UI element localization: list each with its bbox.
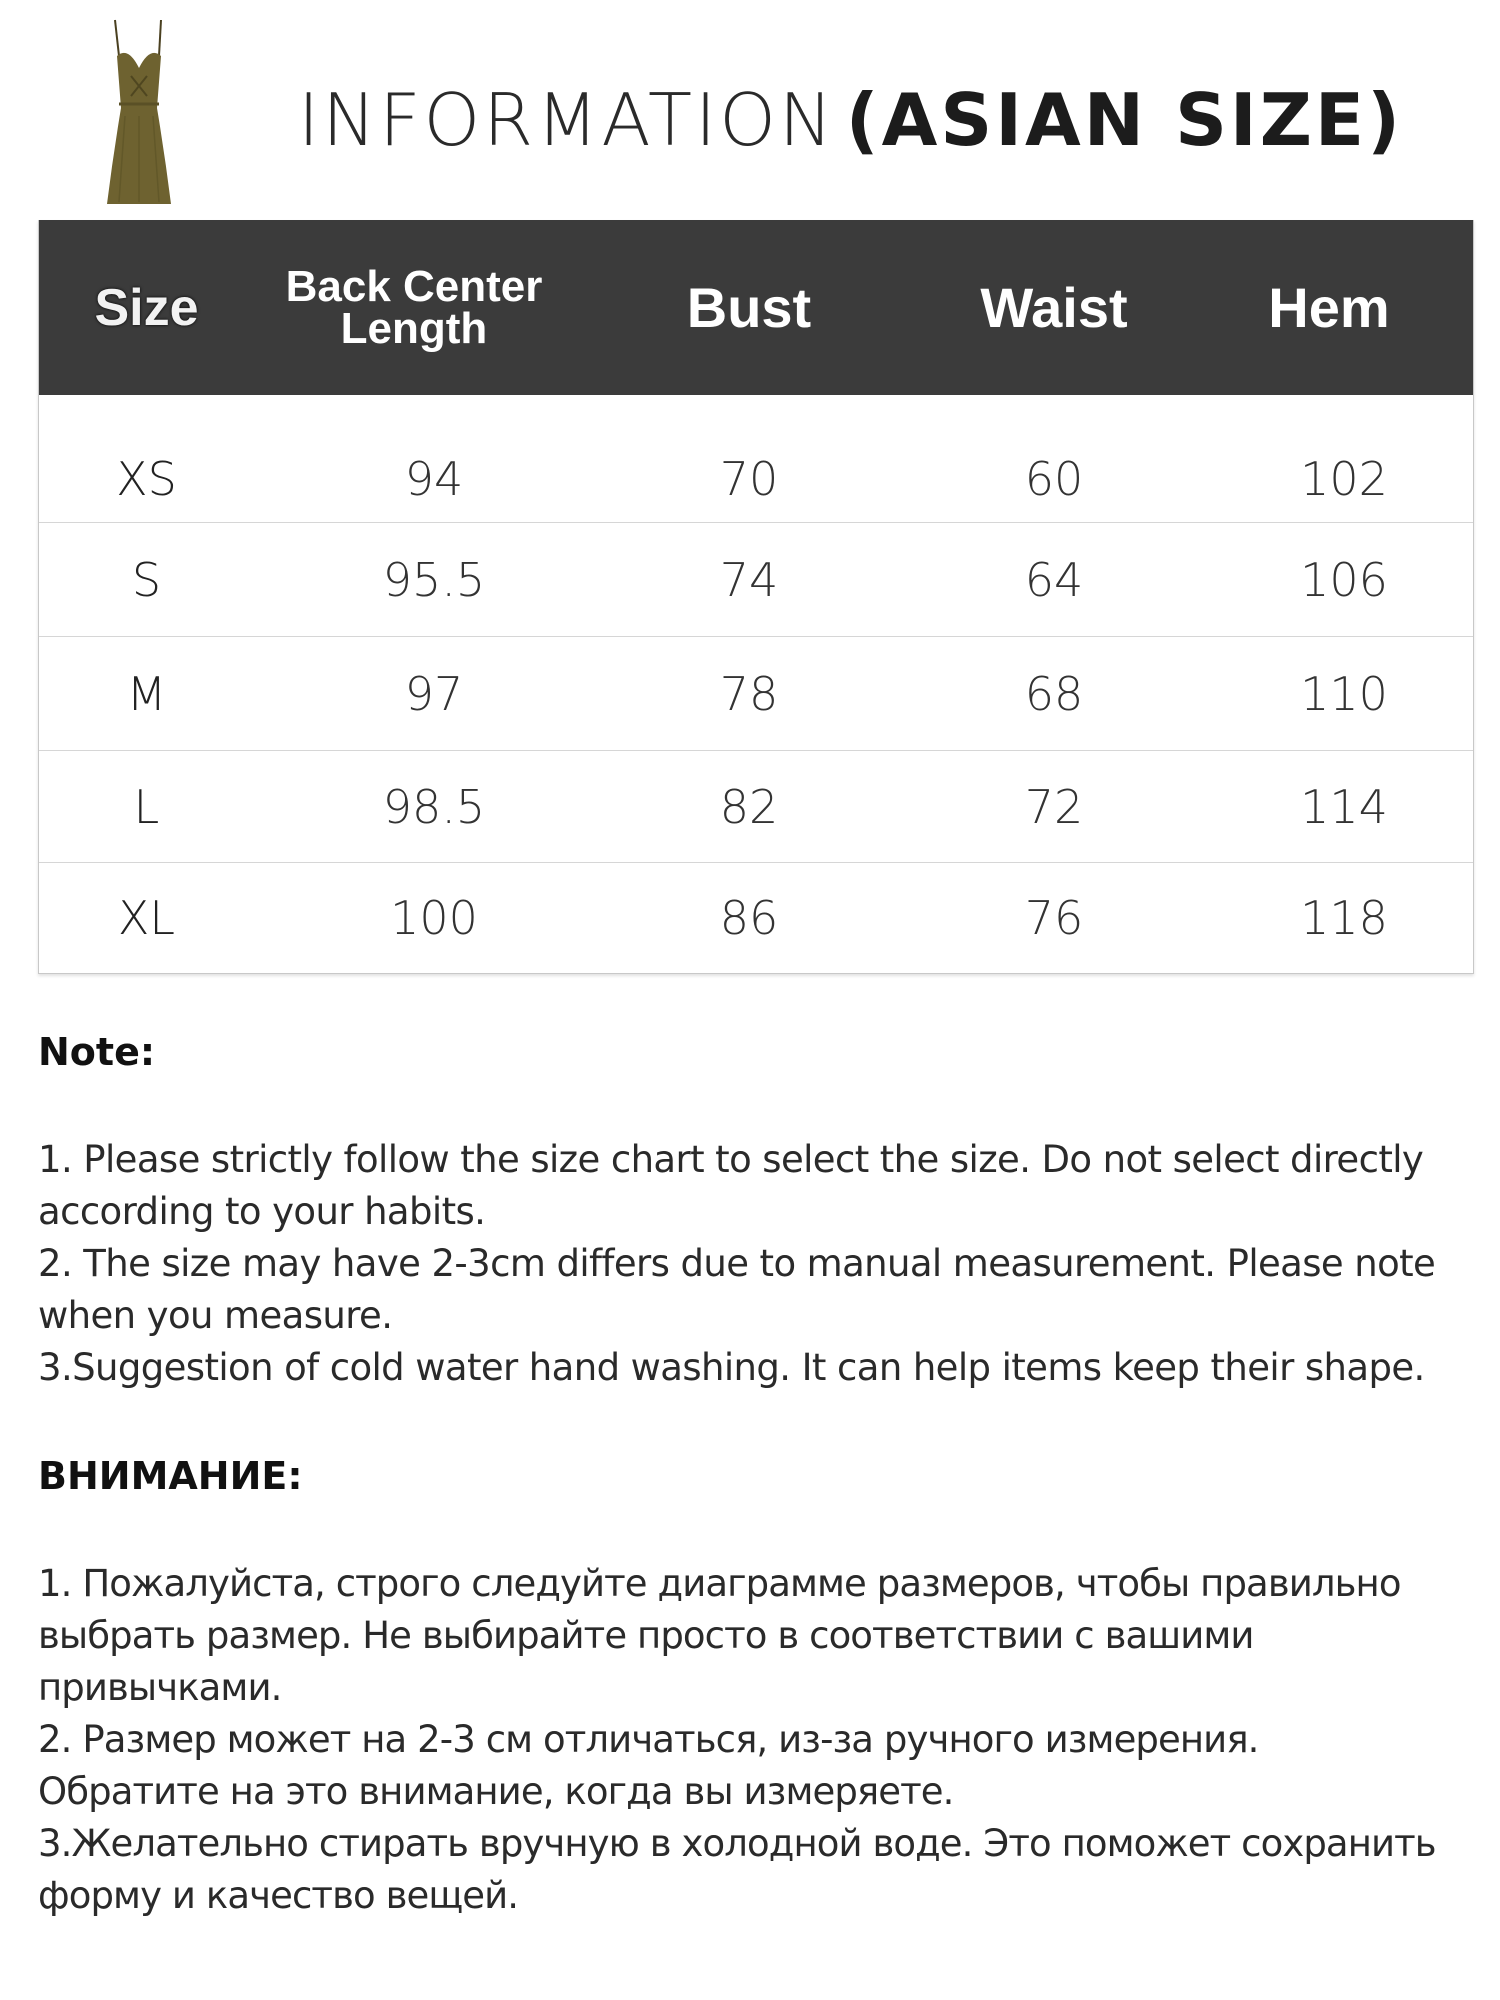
cell-bust: 78 — [719, 666, 779, 721]
note-title-ru: ВНИМАНИЕ: — [38, 1454, 303, 1498]
note-line: выбрать размер. Не выбирайте просто в соответствии с вашими — [38, 1614, 1254, 1657]
note-line: according to your habits. — [38, 1190, 486, 1233]
dress-product-image — [95, 16, 185, 206]
note-line: 1. Please strictly follow the size chart to select the size. Do not select directly — [38, 1138, 1424, 1181]
title-bold: (ASIAN SIZE) — [845, 78, 1404, 162]
cell-hem: 114 — [1300, 779, 1388, 834]
page-title — [298, 70, 1403, 170]
note-line: 3.Желательно стирать вручную в холодной воде. Это поможет сохранить — [38, 1822, 1436, 1865]
cell-hem: 106 — [1300, 552, 1388, 607]
cell-size: XL — [117, 891, 176, 945]
cell-back-center-length: 94 — [404, 451, 464, 506]
notes-section — [38, 1030, 1478, 1922]
header — [0, 0, 1500, 220]
note-line: 1. Пожалуйста, строго следуйте диаграмме размеров, чтобы правильно — [38, 1562, 1401, 1605]
cell-size: M — [126, 666, 167, 721]
note-title-en: Note: — [38, 1030, 156, 1074]
cell-size: S — [131, 552, 162, 607]
note-line: форму и качество вещей. — [38, 1874, 519, 1917]
table-row — [39, 637, 1473, 751]
note-line: 2. Размер может на 2-3 см отличаться, из-за ручного измерения. — [38, 1718, 1259, 1761]
table-row — [39, 863, 1473, 973]
cell-back-center-length: 95.5 — [382, 552, 486, 607]
note-list-en — [38, 1134, 1478, 1394]
note-line: 2. The size may have 2-3cm differs due to manual measurement. Please note — [38, 1242, 1436, 1285]
cell-waist: 64 — [1024, 552, 1084, 607]
note-line: привычками. — [38, 1666, 282, 1709]
col-header-hem: Hem — [1268, 276, 1390, 339]
cell-hem: 110 — [1300, 666, 1388, 721]
cell-size: XS — [116, 451, 177, 506]
note-line: Обратите на это внимание, когда вы измеряете. — [38, 1770, 954, 1813]
table-row — [39, 523, 1473, 637]
note-line: 3.Suggestion of cold water hand washing. It can help items keep their shape. — [38, 1346, 1425, 1389]
cell-waist: 60 — [1024, 451, 1084, 506]
table-row — [39, 395, 1473, 523]
cell-size: L — [133, 779, 160, 834]
cell-back-center-length: 97 — [404, 666, 464, 721]
cell-bust: 86 — [719, 891, 779, 945]
note-line: when you measure. — [38, 1294, 393, 1337]
table-body — [39, 395, 1473, 973]
cell-back-center-length: 98.5 — [382, 779, 486, 834]
cell-waist: 72 — [1024, 779, 1084, 834]
col-header-bust: Bust — [686, 276, 812, 339]
col-header-waist: Waist — [980, 276, 1128, 339]
cell-hem: 102 — [1300, 451, 1388, 506]
cell-back-center-length: 100 — [390, 891, 478, 945]
col-header-back-center-length — [254, 220, 574, 395]
col-header-back-line2: Length — [340, 303, 488, 353]
note-list-ru — [38, 1558, 1478, 1922]
cell-hem: 118 — [1300, 891, 1388, 945]
table-row — [39, 751, 1473, 863]
col-header-back-line1: Back Center — [285, 261, 543, 311]
cell-waist: 68 — [1024, 666, 1084, 721]
cell-bust: 82 — [719, 779, 779, 834]
size-table — [38, 220, 1474, 974]
table-header — [39, 220, 1473, 395]
col-header-size: Size — [94, 278, 199, 337]
cell-waist: 76 — [1024, 891, 1084, 945]
title-light: INFORMATION — [298, 78, 836, 162]
cell-bust: 74 — [719, 552, 779, 607]
cell-bust: 70 — [719, 451, 779, 506]
